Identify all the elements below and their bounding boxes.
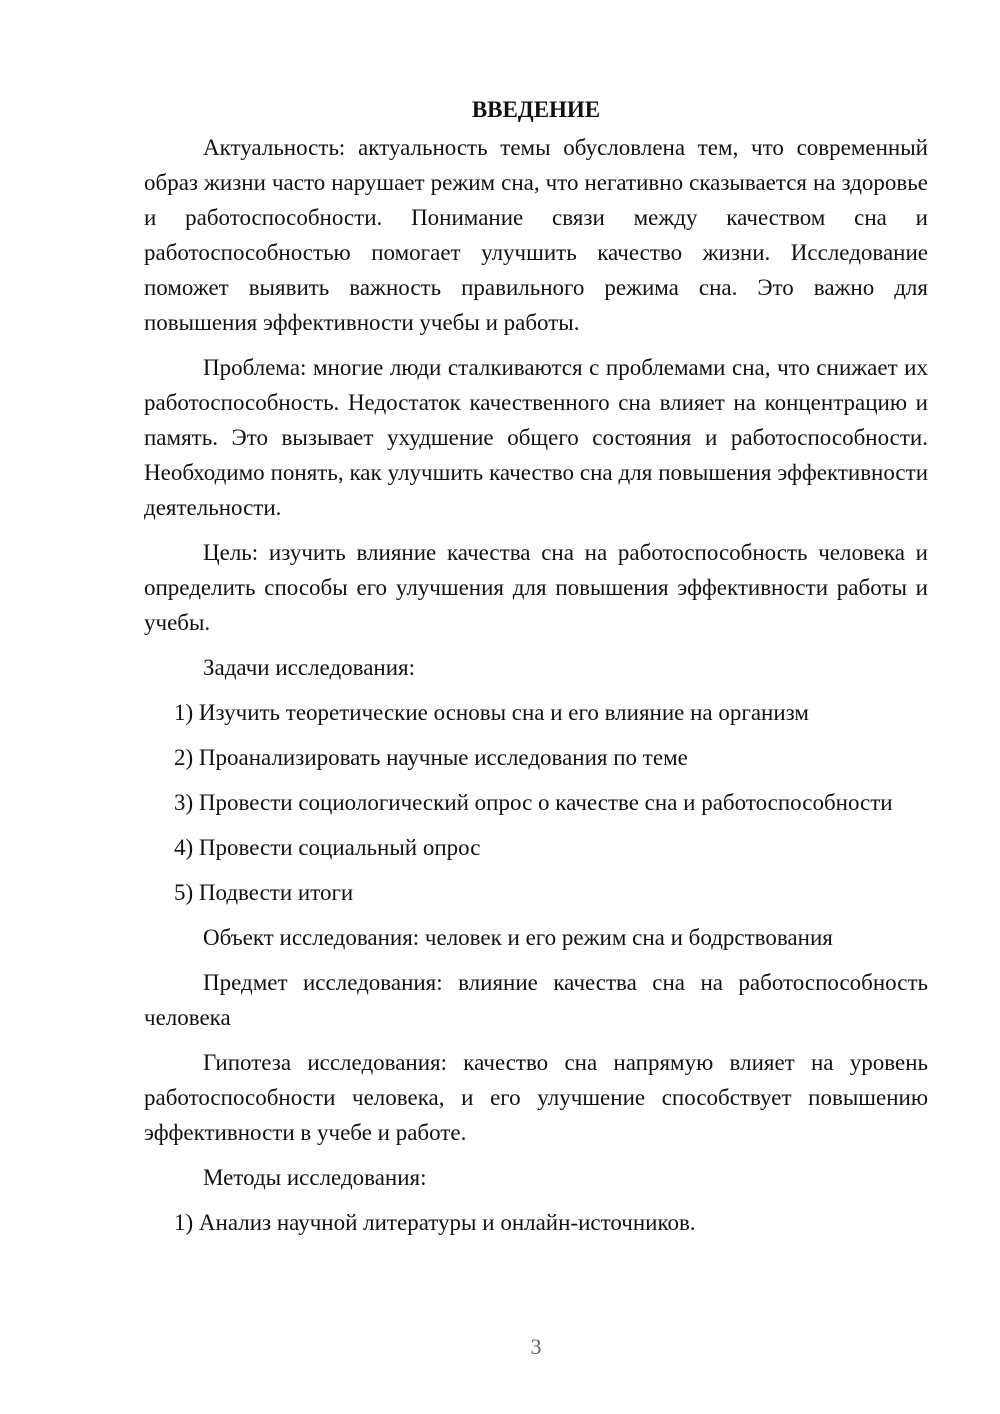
task-item-3: 3) Провести социологический опрос о качестве сна и работоспособности <box>174 790 893 815</box>
hypothesis-paragraph: Гипотеза исследования: качество сна напрямую влияет на уровень работоспособности человека, и его улучшение способствует повышению эффективности в учебе и работе. <box>144 1050 928 1145</box>
object-paragraph: Объект исследования: человек и его режим сна и бодрствования <box>203 925 833 950</box>
method-item-1: 1) Анализ научной литературы и онлайн-источников. <box>174 1210 696 1235</box>
relevance-paragraph: Актуальность: актуальность темы обусловлена тем, что современный образ жизни часто нарушает режим сна, что негативно сказывается на здоровье и работоспособности. Понимание связи между качеством сна и работоспособностью помогает улучшить качество жизни. Исследование поможет выявить важность правильного режима сна. Это важно для повышения эффективности учебы и работы. <box>144 135 928 335</box>
problem-paragraph: Проблема: многие люди сталкиваются с проблемами сна, что снижает их работоспособность. Недостаток качественного сна влияет на концентрацию и память. Это вызывает ухудшение общего состояния и работоспособности. Необходимо понять, как улучшить качество сна для повышения эффективности деятельности. <box>144 355 928 520</box>
task-item-4: 4) Провести социальный опрос <box>174 835 481 860</box>
methods-title: Методы исследования: <box>203 1165 427 1190</box>
page-number: 3 <box>530 1334 542 1359</box>
task-item-1: 1) Изучить теоретические основы сна и его влияние на организм <box>174 700 809 725</box>
page-content <box>144 94 928 1250</box>
tasks-title: Задачи исследования: <box>203 655 416 680</box>
task-item-5: 5) Подвести итоги <box>174 880 354 905</box>
task-item-2: 2) Проанализировать научные исследования по теме <box>174 745 688 770</box>
goal-paragraph: Цель: изучить влияние качества сна на работоспособность человека и определить способы его улучшения для повышения эффективности работы и учебы. <box>144 540 928 635</box>
subject-paragraph: Предмет исследования: влияние качества сна на работоспособность человека <box>144 970 928 1030</box>
section-heading: ВВЕДЕНИЕ <box>471 97 601 122</box>
